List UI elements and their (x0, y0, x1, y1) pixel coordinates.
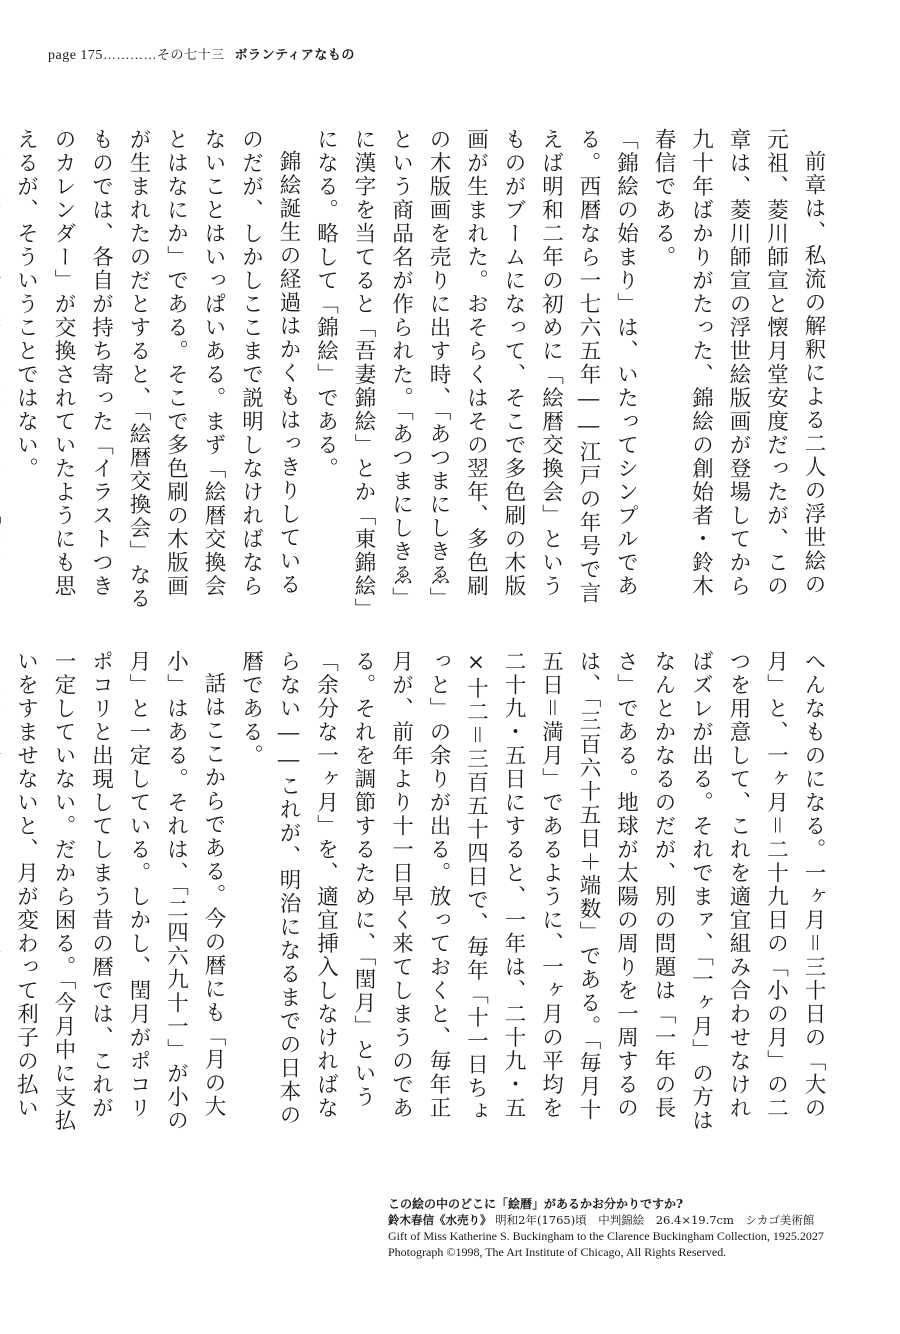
chapter-number: その七十三 (156, 48, 225, 63)
header-dots: ………… (102, 47, 157, 62)
figure-caption (388, 1196, 878, 1260)
paragraph: 「錦絵の始まり」は、いたってシンプルである。西暦なら一七六五年――江戸の年号で言えば明和二年の初めに「絵暦交換会」というものがブームになって、そこで多色刷の木版画が生まれた。おそらくはその翌年、多色刷の木版画を売りに出す時、「あつまにしきゑ」という商品名が作られた。「あつまにしきゑ」に漢字を当てると「吾妻錦絵」とか「東錦絵」になる。略して「錦絵」である。 (313, 128, 639, 611)
paragraph: 錦絵誕生の経過はかくもはっきりしているのだが、しかしここまで説明しなければならないことはいっぱいある。まず「絵暦交換会とはなにか」である。そこで多色刷の木版画が生まれたのだとすると、「絵暦交換会」なるものでは、各自が持ち寄った「イラストつきのカレンダー」が交換されていたようにも思えるが、そういうことではない。 (13, 128, 301, 611)
caption-work-info (388, 1212, 878, 1228)
paragraph (0, 128, 7, 612)
upper-text-block (13, 128, 832, 612)
caption-photo-credit: Photograph ©1998, The Art Institute of Chicago, All Rights Reserved. (388, 1245, 727, 1259)
caption-details: 明和2年(1765)頃 中判錦絵 26.4×19.7cm シカゴ美術館 (495, 1213, 815, 1227)
lower-text-block (13, 650, 832, 1134)
paragraph: 前章は、私流の解釈による二人の浮世絵の元祖、菱川師宣と懐月堂安度だったが、この章は、菱川師宣の浮世絵版画が登場してから九十年ばかりがたった、錦絵の創始者・鈴木春信である。 (651, 128, 826, 598)
paragraph: へんなものになる。一ヶ月＝三十日の「大の月」と、一ヶ月＝二十九日の「小の月」の二つを用意して、これを適宜組み合わせなければズレが出る。それでまァ、「一ヶ月」の方はなんとかなるのだが、別の問題は「一年の長さ」である。地球が太陽の周りを一周するのは、「三百六十五日＋端数」である。「毎月十五日＝満月」であるように、一ヶ月の平均を二十九・五日にすると、一年は、二十九・五×十二＝三百五十四日で、毎年「十一日ちょっと」の余りが出る。放っておくと、毎年正月が、前年より十一日早く来てしまうのである。それを調節するために、「閏月」という「余分な一ヶ月」を、適宜挿入しなければならない――これが、明治になるまでの日本の暦である。 (238, 650, 826, 1133)
caption-credit-line: Gift of Miss Katherine S. Buckingham to the Clarence Buckingham Collection, 1925.2027 (388, 1229, 824, 1243)
paragraph: 話はここからである。今の暦にも「月の大小」はある。それは、「二四六九十一」が小の月」と一定している。しかし、閏月がポコリポコリと出現してしまう昔の暦では、これが一定していない。だから困る。「今月中に支払いをすませないと、月が変わって利子の払い (13, 650, 226, 1133)
caption-question: この絵の中のどこに「絵暦」があるかお分かりですか? (388, 1197, 684, 1211)
chapter-title: ボランティアなもの (234, 48, 355, 63)
running-header (48, 44, 548, 64)
caption-artist-title: 鈴木春信《水売り》 (388, 1213, 492, 1227)
page-number: page 175 (48, 48, 103, 63)
